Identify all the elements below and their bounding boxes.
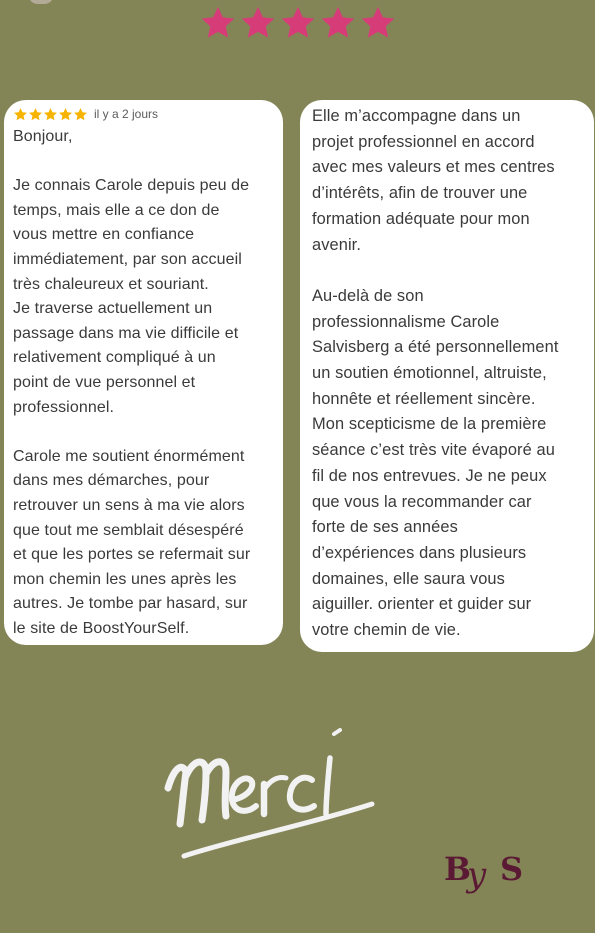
bys-logo	[444, 842, 534, 896]
svg-text:B: B	[444, 850, 472, 888]
star-icon	[73, 107, 88, 122]
merci-lettering	[160, 728, 390, 868]
rating-stars	[199, 4, 399, 44]
star-icon	[279, 4, 317, 42]
review-card-part-1	[4, 100, 283, 645]
review-rating	[13, 107, 88, 122]
star-icon	[239, 4, 277, 42]
star-icon	[58, 107, 73, 122]
review-text-part-2: Elle m’accompagne dans un projet professionnel en accord avec mes valeurs et mes centres d’intérêts, afin de trouver une formation adéquate pour mon avenir. Au-delà de son professionnalisme Carole Salvisberg a été personnellement un soutien émotionnel, altruiste, honnête et réellement sincère. Mon scepticisme de la première séance c’est très vite évaporé au fil de nos entrevues. Je ne peux que vous la recommander car forte de ses années d’expériences dans plusieurs domaines, elle saura vous aiguiller. orienter et guider sur votre chemin de vie.	[312, 107, 559, 640]
star-icon	[43, 107, 58, 122]
star-icon	[28, 107, 43, 122]
review-card-part-2	[300, 100, 594, 652]
avatar	[28, 0, 54, 4]
star-icon	[13, 107, 28, 122]
svg-text:S: S	[500, 850, 524, 888]
star-icon	[359, 4, 397, 42]
review-text-part-1: Bonjour, Je connais Carole depuis peu de temps, mais elle a ce don de vous mettre en confiance immédiatement, par son accueil très chaleureux et souriant. Je traverse actuellement un passage dans ma vie difficile et relativement compliqué à un point de vue personnel et professionnel. Carole me soutient énormément dans mes démarches, pour retrouver un sens à ma vie alors que tout me semblait désespéré et que les portes se refermait sur mon chemin les unes après les autres. Je tombe par hasard, sur le site de BoostYourSelf.	[13, 128, 251, 637]
star-icon	[319, 4, 357, 42]
review-meta	[13, 105, 275, 123]
star-icon	[199, 4, 237, 42]
svg-text:y: y	[467, 855, 487, 895]
review-date: il y a 2 jours	[94, 107, 159, 121]
